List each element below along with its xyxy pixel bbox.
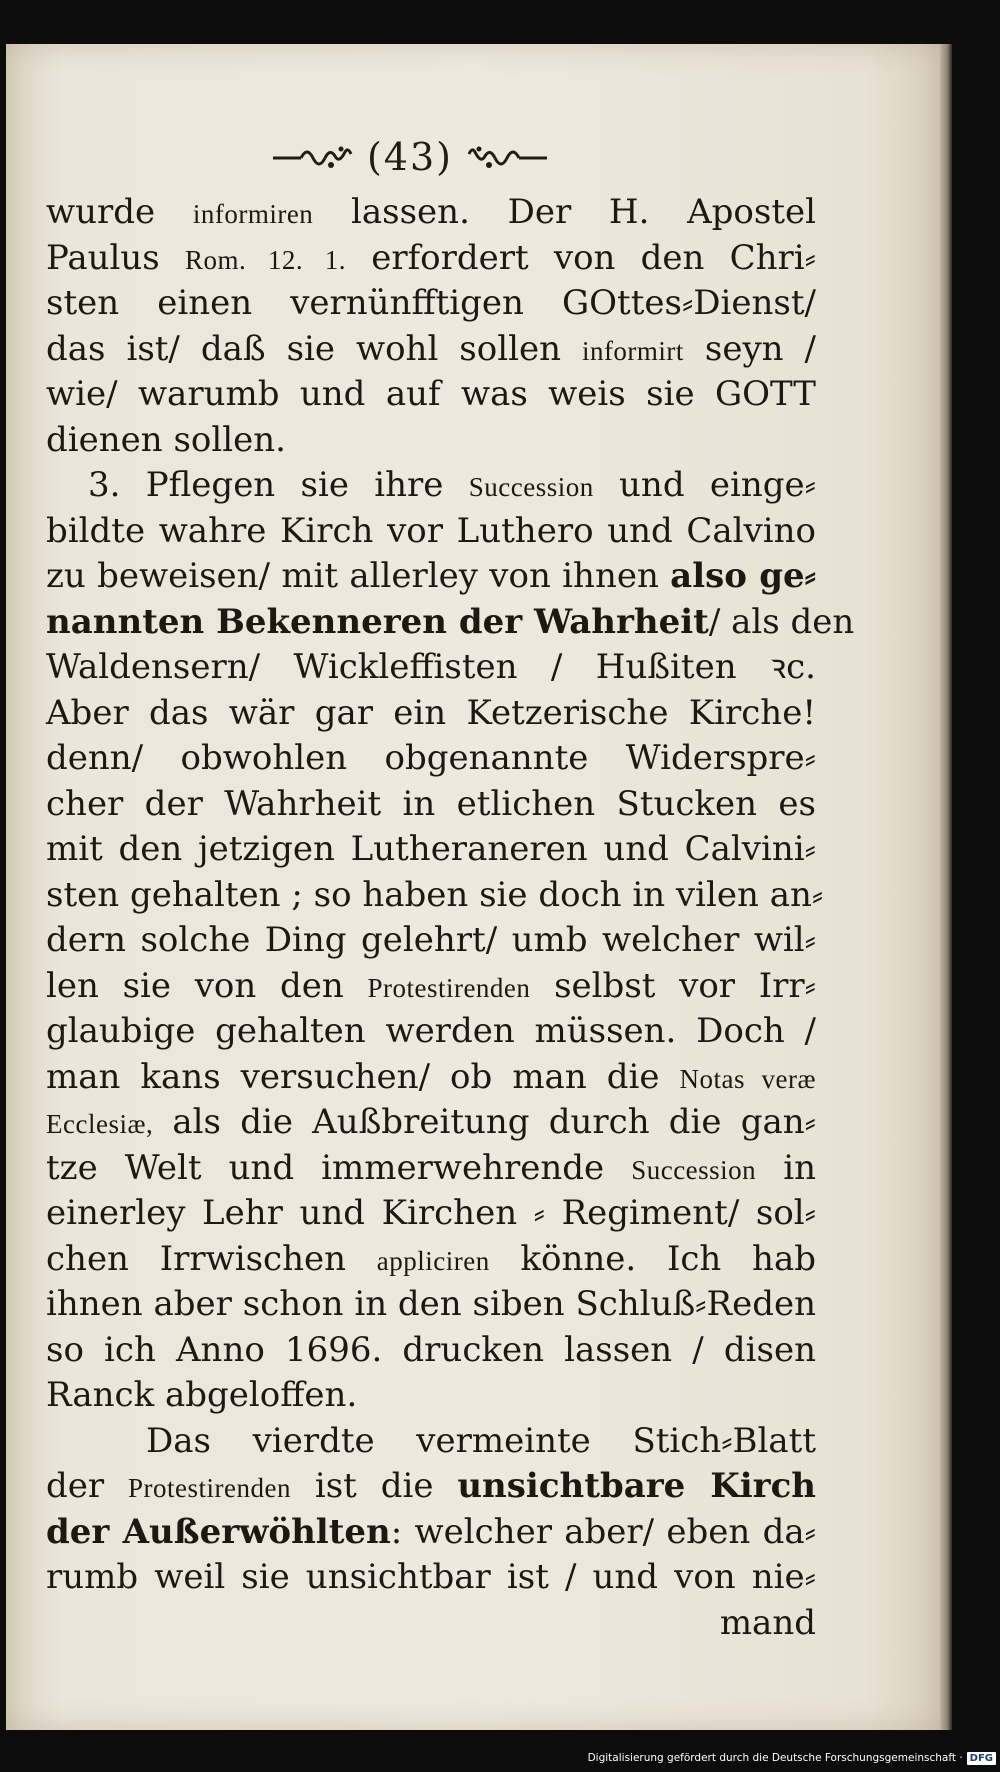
text-segment: len sie von den (46, 965, 368, 1006)
text-line (46, 918, 816, 964)
text-segment: sten einen vernünfftigen GOttes⸗Dienst/ (46, 283, 816, 323)
dfg-logo: DFG (967, 1752, 996, 1765)
text-segment: einerley Lehr und Kirchen ⸗ Regiment/ sol⸗ (46, 1193, 816, 1233)
text-segment: cher der Wahrheit in etlichen Stucken es (46, 783, 816, 824)
text-line (46, 1328, 816, 1374)
text-segment: der Außerwöhlten (46, 1511, 391, 1552)
credit-text: Digitalisierung gefördert durch die Deutsche Forschungsgemeinschaft · (587, 1752, 963, 1764)
text-line (46, 1191, 816, 1237)
text-segment: so ich Anno 1696. drucken lassen / disen (46, 1329, 816, 1370)
text-segment: selbst vor Irr⸗ (530, 965, 816, 1006)
text-segment: mit den jetzigen Lutheraneren und Calvini⸗ (46, 829, 816, 869)
text-segment: Protestirenden (367, 972, 531, 1003)
text-line (46, 1510, 816, 1556)
text-segment: Ranck abgeloffen. (46, 1375, 358, 1415)
body-text (46, 190, 855, 1646)
text-line (46, 1373, 816, 1419)
text-segment: bildte wahre Kirch vor Luthero und Calvino (46, 510, 816, 551)
text-segment: das ist/ daß sie wohl sollen (46, 328, 582, 369)
text-line (46, 1464, 816, 1510)
text-segment: Protestirenden (128, 1473, 291, 1503)
text-segment: Ecclesiæ, (46, 1109, 154, 1139)
text-line (46, 1282, 816, 1328)
text-segment: Waldensern/ Wickleffisten / Hußiten ꝛc. (46, 647, 816, 687)
text-segment: ihnen aber schon in den siben Schluß⸗Reden (46, 1284, 816, 1324)
text-segment: / als den (708, 601, 855, 642)
text-line (46, 190, 816, 236)
text-line (46, 1100, 816, 1146)
page-number: (43) (366, 135, 453, 179)
text-segment: erfordert von den Chri⸗ (346, 237, 817, 278)
text-segment: Notas veræ (679, 1063, 816, 1094)
text-segment: der (46, 1466, 129, 1506)
text-line (46, 327, 816, 373)
printers-fleuron-right-icon (467, 143, 549, 171)
text-segment: Succession (631, 1154, 757, 1185)
text-segment: mand (719, 1602, 816, 1643)
text-segment: informiren (192, 199, 314, 229)
text-segment: denn/ obwohlen obgenannte Widerspre⸗ (46, 738, 816, 778)
text-segment: unsichtbare Kirch (457, 1466, 816, 1506)
text-segment: sten gehalten ; so haben sie doch in vilen an⸗ (46, 874, 824, 915)
text-segment: nannten Bekenneren der Wahrheit (46, 601, 709, 642)
text-segment: Paulus (46, 237, 185, 278)
text-segment: man kans versuchen/ ob man die (46, 1056, 680, 1097)
text-segment: dienen sollen. (46, 419, 286, 460)
text-segment: wie/ warumb und auf was weis sie GOTT (46, 374, 816, 414)
text-segment: dern solche Ding gelehrt/ umb welcher wil⸗ (46, 920, 816, 960)
text-segment: könne. Ich hab (489, 1238, 816, 1279)
printers-fleuron-left-icon (271, 143, 353, 171)
text-segment: Aber das wär gar ein Ketzerische Kirche! (46, 692, 816, 733)
running-header (230, 132, 590, 182)
text-segment: chen Irrwischen (46, 1238, 377, 1279)
text-line (46, 964, 816, 1010)
text-segment: also ge⸗ (670, 556, 816, 596)
text-line (46, 691, 816, 737)
text-segment: Das vierdte vermeinte Stich⸗Blatt (146, 1420, 816, 1461)
text-segment: zu beweisen/ mit allerley von ihnen (46, 556, 671, 596)
digitization-credit (588, 1748, 996, 1768)
text-line (46, 600, 855, 646)
text-segment: lassen. Der H. Apostel (313, 192, 816, 232)
text-line (46, 1419, 816, 1465)
text-line (46, 1237, 816, 1283)
text-segment: wurde (46, 192, 193, 232)
text-segment: seyn / (683, 328, 816, 369)
text-segment: : welcher aber/ eben da⸗ (390, 1511, 816, 1552)
text-line (46, 736, 816, 782)
text-segment: Rom. 12. 1. (184, 244, 346, 275)
text-line (46, 1009, 816, 1055)
text-line (46, 236, 816, 282)
text-line (46, 1055, 816, 1101)
page-fore-edge (940, 44, 952, 1730)
text-segment: als die Außbreitung durch die gan⸗ (153, 1102, 816, 1142)
text-segment: tze Welt und immerwehrende (46, 1147, 632, 1188)
text-line (46, 1601, 816, 1647)
text-segment: informirt (581, 335, 684, 366)
text-segment: in (756, 1147, 816, 1188)
text-segment: rumb weil sie unsichtbar ist / und von nie⸗ (46, 1557, 816, 1597)
text-segment: ist die (290, 1466, 458, 1506)
text-line (46, 782, 816, 828)
text-line (46, 463, 816, 509)
text-line (46, 1146, 816, 1192)
text-line (46, 509, 816, 555)
text-line (46, 372, 816, 418)
text-segment: 3. Pflegen sie ihre (88, 465, 469, 505)
text-line (46, 1555, 816, 1601)
text-line (46, 281, 816, 327)
text-line (46, 554, 816, 600)
text-line (46, 827, 816, 873)
text-line (46, 873, 824, 919)
text-segment: und einge⸗ (593, 465, 816, 505)
text-line (46, 645, 816, 691)
text-segment: Succession (468, 472, 594, 502)
text-line (46, 418, 816, 464)
text-segment: glaubige gehalten werden müssen. Doch / (46, 1011, 816, 1051)
text-segment: appliciren (376, 1245, 490, 1276)
